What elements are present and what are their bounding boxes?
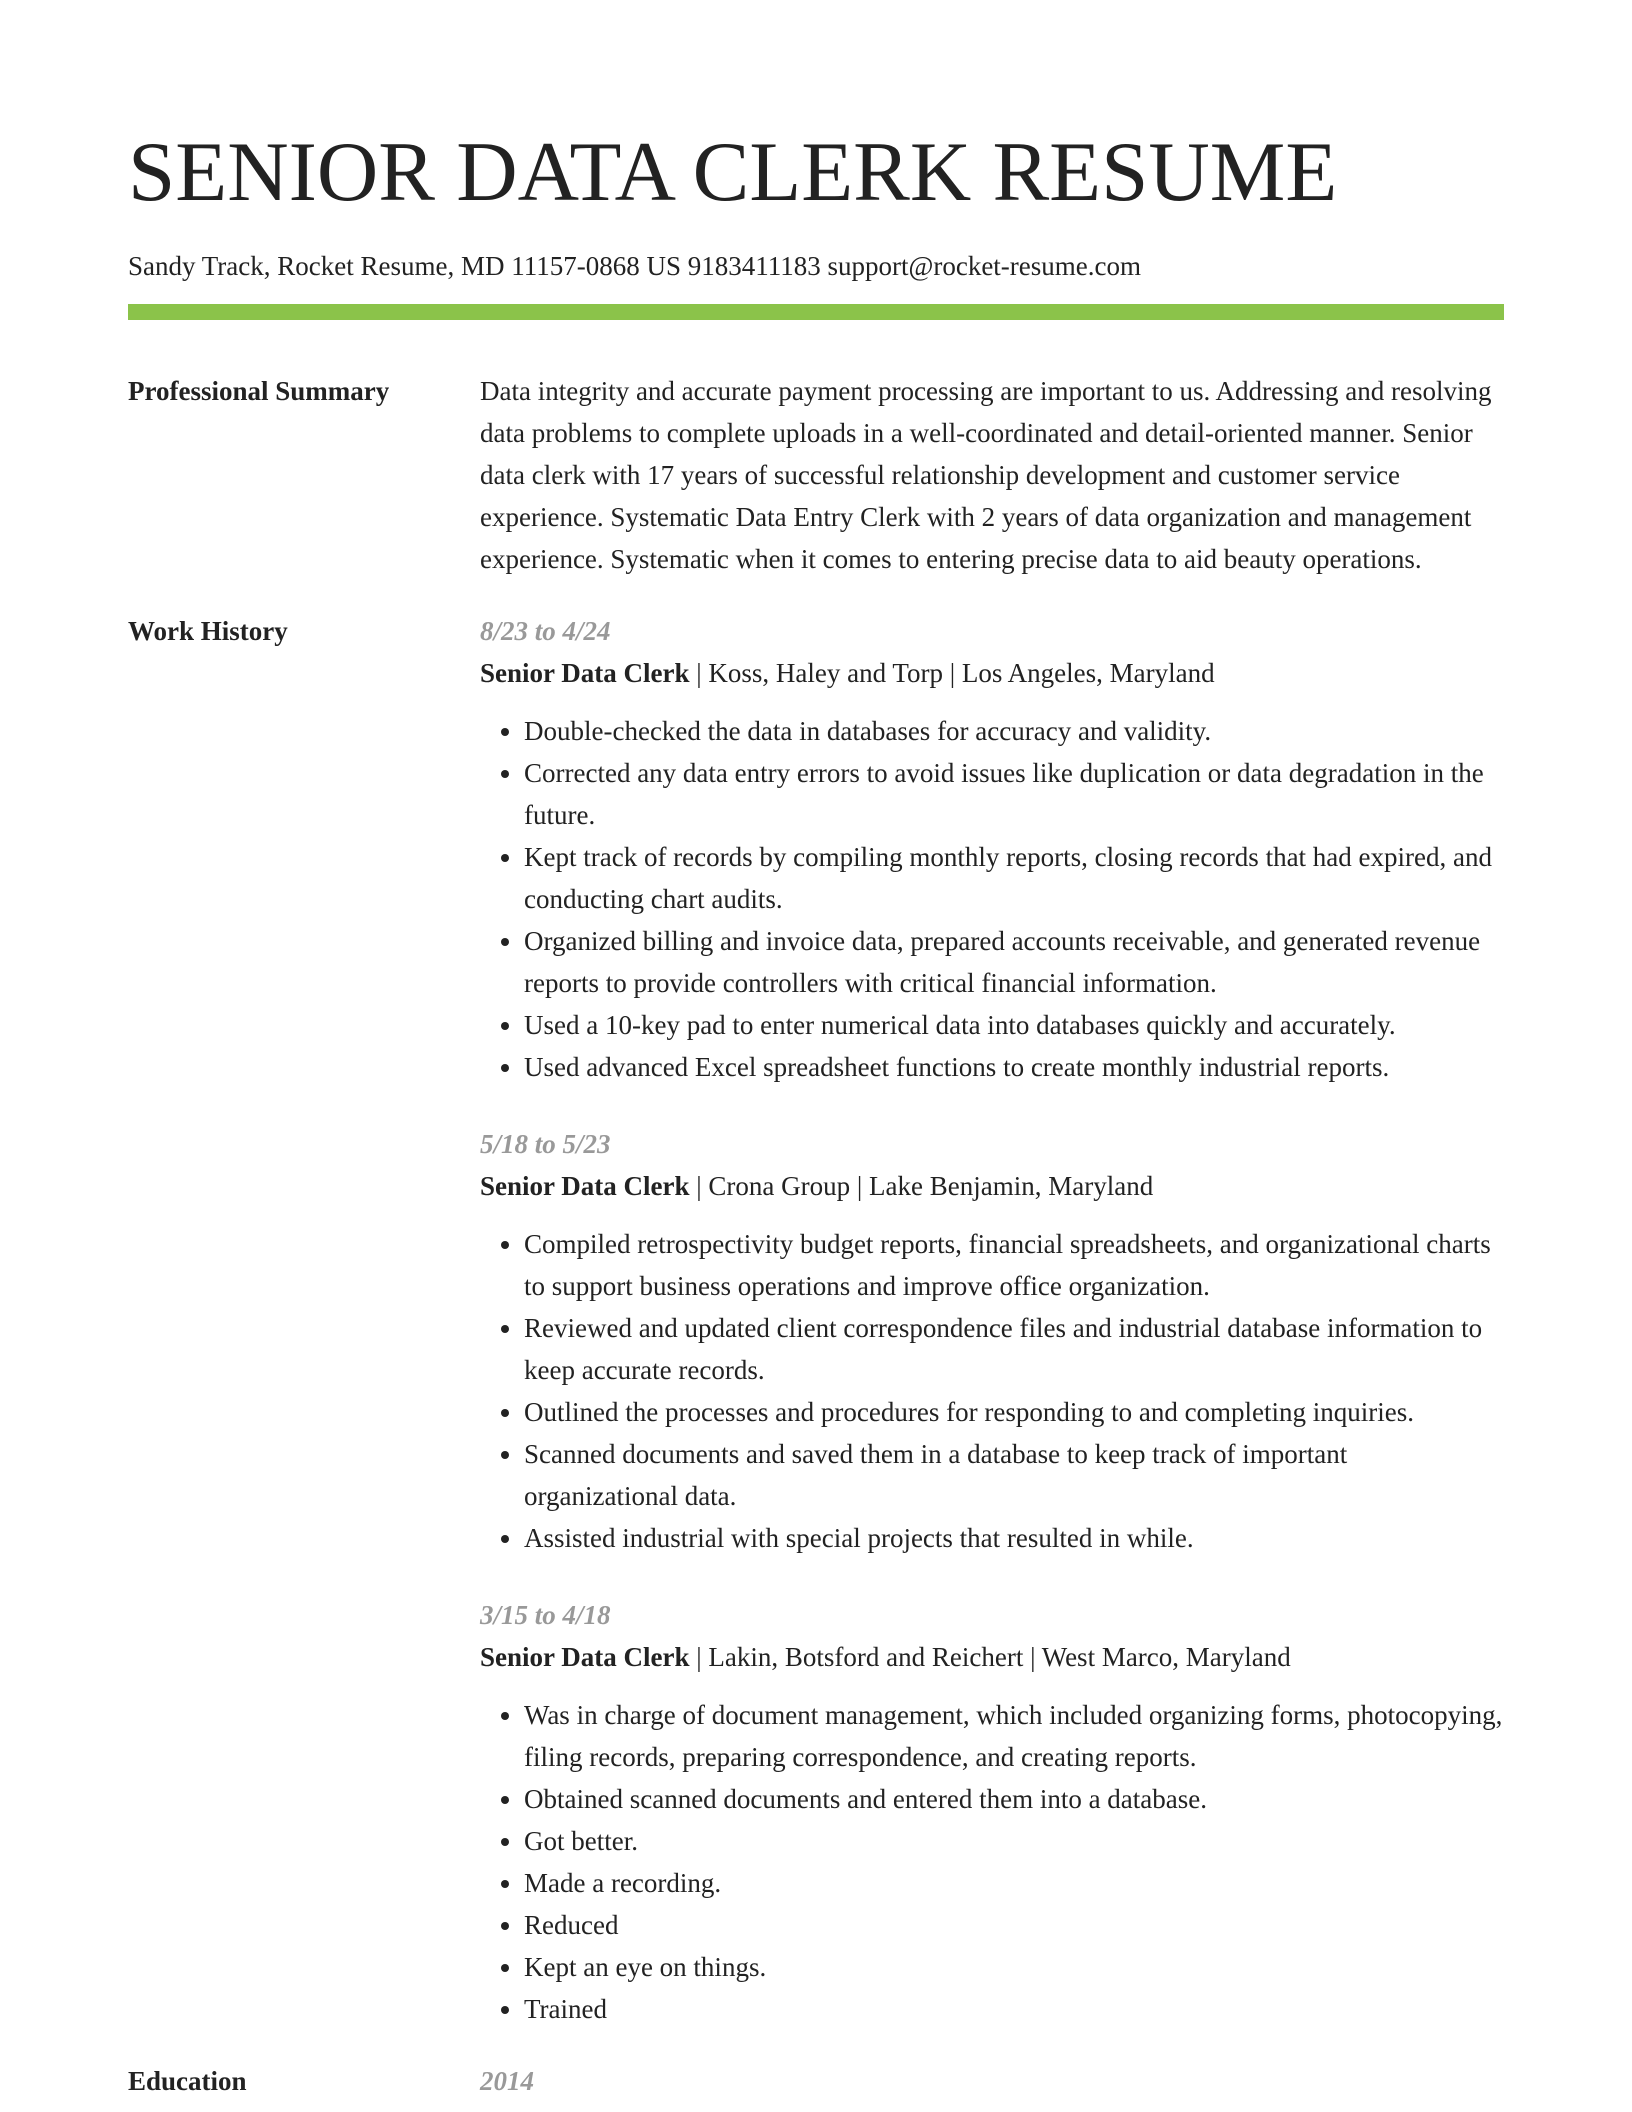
summary-section [128,370,1504,580]
job-duty-item: • Obtained scanned documents and entered them into a database. [524,1778,1504,1820]
summary-body [480,370,1504,580]
accent-rule [128,304,1504,320]
job-duty-item: • Trained [524,1988,1504,2030]
job-separator: | [689,1642,709,1672]
job-title: Senior Data Clerk [480,1171,690,1201]
contact-line: Sandy Track, Rocket Resume, MD 11157-0868 US 9183411183 support@rocket-resume.com [128,251,1142,281]
job-separator: | [1023,1642,1042,1672]
section-label-education: Education [128,2066,247,2096]
job-heading [480,1636,1504,1678]
job-entry [480,1594,1504,2030]
education-section [128,2060,1504,2102]
job-duty-item: • Assisted industrial with special projects that resulted in while. [524,1517,1504,1559]
job-duty-item: • Double-checked the data in databases for accuracy and validity. [524,710,1504,752]
job-duty-item: • Organized billing and invoice data, prepared accounts receivable, and generated revenue reports to provide controllers with critical financial information. [524,920,1504,1004]
job-separator: | [850,1171,870,1201]
job-duty-item: • Kept track of records by compiling monthly reports, closing records that had expired, and conducting chart audits. [524,836,1504,920]
job-dates: 5/18 to 5/23 [480,1129,611,1159]
job-separator: | [942,658,962,688]
job-duty-item: • Outlined the processes and procedures for responding to and completing inquiries. [524,1391,1504,1433]
job-duty-item: • Used a 10-key pad to enter numerical data into databases quickly and accurately. [524,1004,1504,1046]
job-title: Senior Data Clerk [480,658,690,688]
summary-text: Data integrity and accurate payment processing are important to us. Addressing and resolving data problems to complete uploads in a well-coordinated and detail-oriented manner. Senior data clerk with 17 years of successful relationship development and customer service experience. Systematic Data Entry Clerk with 2 years of data organization and management experience. Systematic when it comes to entering precise data to aid beauty operations. [480,376,1492,574]
section-label-work-history: Work History [128,616,288,646]
job-duty-item: • Got better. [524,1820,1504,1862]
job-duty-item: • Was in charge of document management, which included organizing forms, photocopying, filing records, preparing correspondence, and creating reports. [524,1694,1504,1778]
job-heading [480,652,1504,694]
job-title: Senior Data Clerk [480,1642,690,1672]
work-history-body [480,610,1504,2030]
job-duty-item: • Made a recording. [524,1862,1504,1904]
work-history-section [128,610,1504,2030]
job-entry [480,610,1504,1088]
job-location: Los Angeles, Maryland [961,658,1215,688]
job-entry [480,1123,1504,1559]
job-heading [480,1165,1504,1207]
education-year: 2014 [480,2066,534,2096]
job-company: Koss, Haley and Torp [708,658,943,688]
job-location: Lake Benjamin, Maryland [869,1171,1154,1201]
job-dates: 8/23 to 4/24 [480,616,611,646]
job-duty-item: • Reviewed and updated client correspondence files and industrial database information to keep accurate records. [524,1307,1504,1391]
job-company: Lakin, Botsford and Reichert [708,1642,1024,1672]
job-duty-item: • Scanned documents and saved them in a database to keep track of important organizational data. [524,1433,1504,1517]
education-body [480,2060,1504,2102]
resume-title: SENIOR DATA CLERK RESUME [128,125,1338,219]
job-separator: | [689,658,709,688]
job-duty-item: • Corrected any data entry errors to avoid issues like duplication or data degradation in the future. [524,752,1504,836]
job-duty-item: • Kept an eye on things. [524,1946,1504,1988]
job-dates: 3/15 to 4/18 [480,1600,611,1630]
job-duty-item: • Reduced [524,1904,1504,1946]
job-duties-list [480,710,1504,1088]
job-location: West Marco, Maryland [1041,1642,1291,1672]
job-duty-item: • Used advanced Excel spreadsheet functions to create monthly industrial reports. [524,1046,1504,1088]
job-duties-list [480,1694,1504,2030]
section-label-summary: Professional Summary [128,376,390,406]
job-separator: | [689,1171,709,1201]
job-company: Crona Group [708,1171,851,1201]
job-duty-item: • Compiled retrospectivity budget reports, financial spreadsheets, and organizational charts to support business operations and improve office organization. [524,1223,1504,1307]
job-duties-list [480,1223,1504,1559]
resume-page [128,0,1504,2102]
